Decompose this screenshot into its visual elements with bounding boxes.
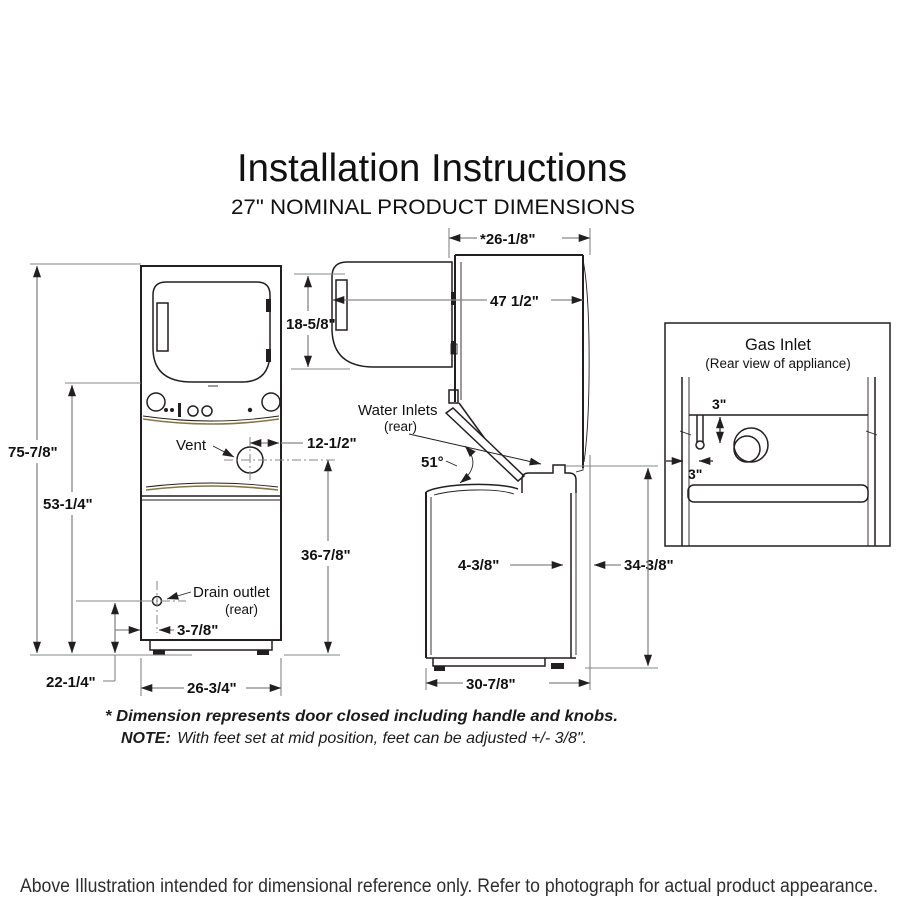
front-foot-right	[257, 650, 269, 655]
washer-top-rim	[426, 484, 518, 492]
drain-outlet-label: Drain outlet	[193, 584, 270, 601]
panel-curve	[143, 416, 279, 421]
side-view-dimensions	[286, 228, 674, 693]
dryer-door-handle	[157, 303, 168, 351]
gas-dim-vertical-label: 3"	[712, 396, 727, 412]
side-dim-door-height-label: 18-5/8"	[286, 316, 336, 333]
dryer-door	[153, 282, 270, 382]
duct-circle-outer	[734, 428, 768, 462]
front-dim-vent-offset-label: 12-1/2"	[307, 435, 357, 452]
panel-bar	[178, 403, 181, 417]
drain-leader-arrow	[167, 592, 191, 599]
side-dim-washer-depth-label: 30-7/8"	[466, 676, 516, 693]
rear-base-plate	[688, 485, 868, 502]
panel-button-left	[188, 406, 198, 416]
control-knob-right	[262, 393, 280, 411]
footer-disclaimer: Above Illustration intended for dimensional reference only. Refer to photograph for actual product appearance.	[20, 876, 878, 897]
angle-arc-arrow	[460, 446, 473, 483]
open-washer-lid	[446, 408, 524, 481]
washer-top-curve-gold	[146, 486, 278, 490]
front-dim-width-label: 26-3/4"	[187, 680, 237, 697]
panel-curve-gold	[143, 419, 279, 424]
side-dim-depth-door-open-label: 47 1/2"	[490, 293, 539, 310]
page-subtitle: 27" NOMINAL PRODUCT DIMENSIONS	[231, 196, 635, 219]
side-view-drawing	[332, 255, 590, 690]
gas-inlet-title: Gas Inlet	[744, 336, 812, 354]
gas-pipe-end	[696, 441, 704, 449]
control-knob-left	[147, 393, 165, 411]
panel-dot	[248, 408, 252, 412]
panel-dot	[164, 408, 168, 412]
side-dim-depth-label: *26-1/8"	[480, 231, 536, 248]
door-hinge-bottom	[266, 349, 271, 362]
washer-foot-front	[434, 666, 445, 671]
water-inlet-housing	[522, 465, 576, 493]
door-hinge-top	[266, 299, 271, 312]
front-base	[150, 640, 272, 650]
vent-leader-arrow	[213, 446, 234, 457]
washer-top-rim-inner	[434, 490, 514, 495]
panel-button-right	[202, 406, 212, 416]
front-dim-washer-section-height-label: 53-1/4"	[43, 496, 93, 513]
side-dim-rear-offset-label: 4-3/8"	[458, 557, 500, 574]
side-console-tab	[449, 390, 458, 403]
side-open-door	[332, 262, 452, 367]
front-dim-drain-height-label: 22-1/4"	[46, 674, 96, 691]
gas-inlet-subtitle: (Rear view of appliance)	[705, 356, 851, 371]
header	[231, 147, 635, 219]
washer-base	[433, 658, 545, 666]
side-hinge-top	[451, 292, 455, 305]
panel-dot	[170, 408, 174, 412]
drain-outlet-sublabel: (rear)	[225, 602, 258, 617]
duct-circle-inner	[734, 436, 760, 462]
feet-note	[121, 730, 587, 747]
water-inlets-sublabel: (rear)	[384, 419, 417, 434]
side-door-handle	[336, 280, 347, 330]
asterisk-footnote: * Dimension represents door closed including handle and knobs.	[105, 708, 618, 725]
feet-note-label: NOTE:	[121, 730, 171, 747]
front-dim-overall-height-label: 75-7/8"	[8, 444, 58, 461]
rear-console-step	[576, 462, 583, 472]
side-hinge-bottom	[451, 341, 455, 354]
side-lid-angle-label: 51°	[421, 454, 444, 471]
washer-foot-rear	[551, 663, 564, 669]
vent-label: Vent	[176, 437, 207, 454]
water-inlets-label: Water Inlets	[358, 402, 438, 419]
side-dim-washer-height-label: 34-3/8"	[624, 557, 674, 574]
feet-note-text: With feet set at mid position, feet can be adjusted +/- 3/8".	[177, 730, 587, 747]
front-dim-drain-offset-label: 3-7/8"	[177, 622, 219, 639]
page-title: Installation Instructions	[237, 147, 627, 190]
front-dim-vent-height-label: 36-7/8"	[301, 547, 351, 564]
angle-leader	[446, 461, 457, 466]
gas-inlet-detail-box	[665, 323, 890, 546]
gas-dim-horizontal-label: 3"	[688, 466, 703, 482]
front-foot-left	[153, 650, 165, 655]
footnotes	[105, 708, 618, 747]
